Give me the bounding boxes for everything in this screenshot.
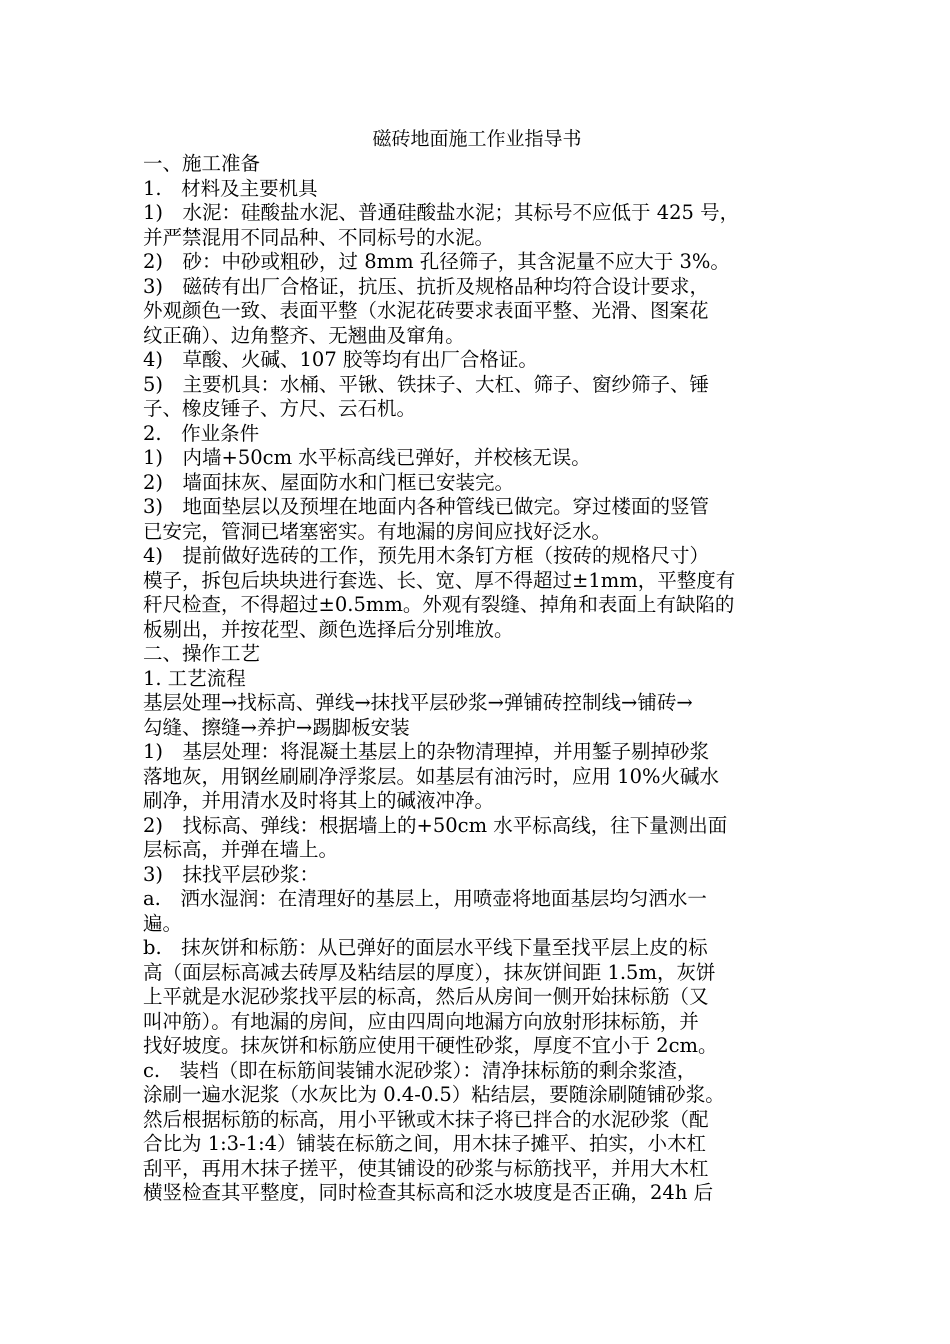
text-line: 4) 草酸、火碱、107 胶等均有出厂合格证。 xyxy=(143,348,538,371)
text-line: 涂刷一遍水泥浆（水灰比为 0.4-0.5）粘结层，要随涂刷随铺砂浆。 xyxy=(143,1083,725,1106)
text-line: 高（面层标高减去砖厚及粘结层的厚度），抹灰饼间距 1.5m，灰饼 xyxy=(143,960,716,984)
text-line: 1. 工艺流程 xyxy=(143,666,246,690)
text-line: 3) 地面垫层以及预埋在地面内各种管线已做完。穿过楼面的竖管 xyxy=(143,495,710,518)
text-line: 落地灰，用钢丝刷刷净浮浆层。如基层有油污时，应用 10%火碱水 xyxy=(143,764,720,788)
text-line: 二、操作工艺 xyxy=(143,642,261,665)
text-line: 刷净，并用清水及时将其上的碱液冲净。 xyxy=(143,789,495,812)
text-line: 横竖检查其平整度，同时检查其标高和泛水坡度是否正确，24h 后 xyxy=(143,1181,714,1204)
document-page xyxy=(143,126,811,1206)
text-line: 勾缝、擦缝→养护→踢脚板安装 xyxy=(143,715,410,739)
text-line: 1) 内墙+50cm 水平标高线已弹好，并校核无误。 xyxy=(143,446,591,469)
text-line: 2. 作业条件 xyxy=(143,421,260,445)
text-line: a. 洒水湿润：在清理好的基层上，用喷壶将地面基层均匀洒水一 xyxy=(143,887,707,910)
text-line: 纹正确）、边角整齐、无翘曲及窜角。 xyxy=(143,323,465,347)
text-line: b. 抹灰饼和标筋：从已弹好的面层水平线下量至找平层上皮的标 xyxy=(143,936,708,959)
text-line: 找好坡度。抹灰饼和标筋应使用干硬性砂浆，厚度不宜小于 2cm。 xyxy=(143,1034,718,1057)
document-title: 磁砖地面施工作业指导书 xyxy=(372,128,582,150)
text-line: 3) 磁砖有出厂合格证，抗压、抗折及规格品种均符合设计要求， xyxy=(143,274,710,298)
text-line: 2) 墙面抹灰、屋面防水和门框已安装完。 xyxy=(143,470,515,494)
text-line: 合比为 1:3-1:4）铺装在标筋之间，用木抹子摊平、拍实，小木杠 xyxy=(143,1132,707,1155)
text-line: 叫冲筋）。有地漏的房间，应由四周向地漏方向放射形抹标筋，并 xyxy=(143,1009,699,1033)
text-line: 一、施工准备 xyxy=(143,152,261,175)
text-line: 秆尺检查，不得超过±0.5mm。外观有裂缝、掉角和表面上有缺陷的 xyxy=(143,593,735,616)
text-line: 5) 主要机具：水桶、平锹、铁抹子、大杠、筛子、窗纱筛子、锤 xyxy=(143,372,710,396)
text-line: 上平就是水泥砂浆找平层的标高，然后从房间一侧开始抹标筋（又 xyxy=(143,985,709,1008)
text-line: 然后根据标筋的标高，用小平锹或木抹子将已拌合的水泥砂浆（配 xyxy=(143,1107,709,1131)
text-line: 3) 抹找平层砂浆： xyxy=(143,862,320,886)
text-line: 外观颜色一致、表面平整（水泥花砖要求表面平整、光滑、图案花 xyxy=(143,299,709,322)
text-line: 已安完，管洞已堵塞密实。有地漏的房间应找好泛水。 xyxy=(143,519,612,543)
text-line: 板剔出，并按花型、颜色选择后分别堆放。 xyxy=(143,617,514,641)
text-line: 1) 水泥：硅酸盐水泥、普通硅酸盐水泥；其标号不应低于 425 号， xyxy=(143,201,740,224)
text-line: 刮平，再用木抹子搓平，使其铺设的砂浆与标筋找平，并用大木杠 xyxy=(143,1156,709,1180)
text-line: 4) 提前做好选砖的工作，预先用木条钉方框（按砖的规格尺寸） xyxy=(143,544,710,567)
text-line: 1) 基层处理：将混凝土基层上的杂物清理掉，并用錾子剔掉砂浆 xyxy=(143,740,710,763)
document-body xyxy=(143,152,811,1206)
text-line: 模子，拆包后块块进行套选、长、宽、厚不得超过±1mm，平整度有 xyxy=(143,568,736,592)
text-line: 2) 砂：中砂或粗砂，过 8mm 孔径筛子，其含泥量不应大于 3%。 xyxy=(143,250,730,273)
text-line: 基层处理→找标高、弹线→抹找平层砂浆→弹铺砖控制线→铺砖→ xyxy=(143,691,693,714)
text-line: 遍。 xyxy=(143,911,183,935)
text-line: 2) 找标高、弹线：根据墙上的+50cm 水平标高线，往下量测出面 xyxy=(143,813,728,837)
text-line: 层标高，并弹在墙上。 xyxy=(143,838,339,861)
text-line: c. 装档（即在标筋间装铺水泥砂浆）：清净抹标筋的剩余浆渣， xyxy=(143,1058,697,1082)
text-line: 1. 材料及主要机具 xyxy=(143,176,318,200)
text-line: 并严禁混用不同品种、不同标号的水泥。 xyxy=(143,225,495,249)
text-line: 子、橡皮锤子、方尺、云石机。 xyxy=(143,397,417,420)
